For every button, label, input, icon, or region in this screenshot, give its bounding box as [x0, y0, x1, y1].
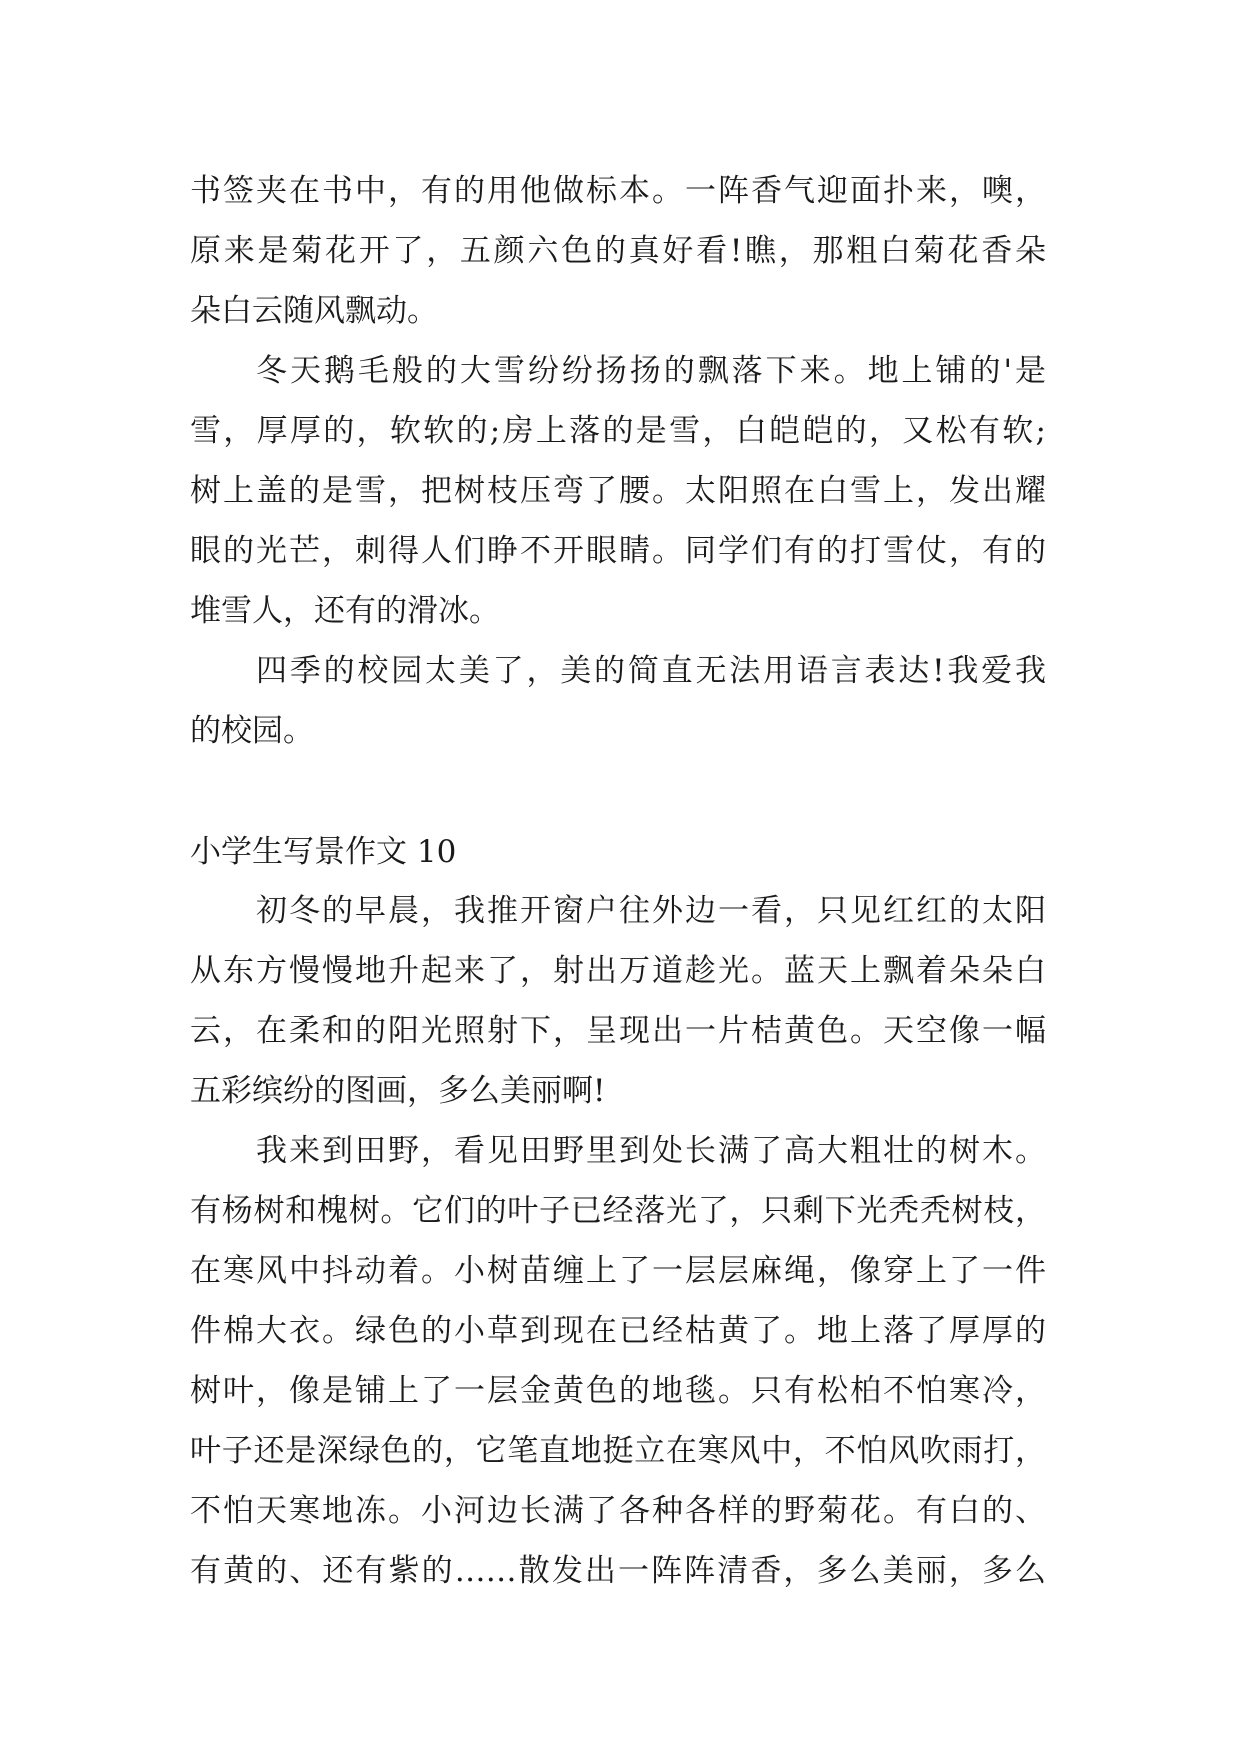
- paragraph-line: 有黄的、还有紫的……散发出一阵阵清香，多么美丽，多么: [190, 1553, 1046, 1589]
- paragraph-line: 冬天鹅毛般的大雪纷纷扬扬的飘落下来。地上铺的'是: [256, 353, 1046, 389]
- paragraph-line: 雪，厚厚的，软软的;房上落的是雪，白皑皑的，又松有软;: [190, 413, 1046, 449]
- paragraph-line: 从东方慢慢地升起来了，射出万道趁光。蓝天上飘着朵朵白: [190, 953, 1046, 989]
- paragraph-line: 眼的光芒，刺得人们睁不开眼睛。同学们有的打雪仗，有的: [190, 533, 1046, 569]
- paragraph-line: 朵白云随风飘动。: [190, 293, 438, 329]
- paragraph-line: 四季的校园太美了，美的简直无法用语言表达!我爱我: [256, 653, 1046, 689]
- paragraph-line: 树上盖的是雪，把树枝压弯了腰。太阳照在白雪上，发出耀: [190, 473, 1046, 509]
- essay-title: 小学生写景作文 10: [190, 834, 457, 870]
- paragraph-line: 有杨树和槐树。它们的叶子已经落光了，只剩下光秃秃树枝，: [190, 1193, 1046, 1229]
- paragraph-line: 书签夹在书中，有的用他做标本。一阵香气迎面扑来，噢，: [190, 173, 1046, 209]
- paragraph-line: 在寒风中抖动着。小树苗缠上了一层层麻绳，像穿上了一件: [190, 1253, 1046, 1289]
- paragraph-line: 的校园。: [190, 713, 314, 749]
- paragraph-line: 件棉大衣。绿色的小草到现在已经枯黄了。地上落了厚厚的: [190, 1313, 1046, 1349]
- paragraph-line: 树叶，像是铺上了一层金黄色的地毯。只有松柏不怕寒冷，: [190, 1373, 1046, 1409]
- paragraph-line: 原来是菊花开了，五颜六色的真好看!瞧，那粗白菊花香朵: [190, 233, 1046, 269]
- paragraph-line: 我来到田野，看见田野里到处长满了高大粗壮的树木。: [256, 1133, 1046, 1169]
- paragraph-line: 不怕天寒地冻。小河边长满了各种各样的野菊花。有白的、: [190, 1493, 1046, 1529]
- paragraph-line: 叶子还是深绿色的，它笔直地挺立在寒风中，不怕风吹雨打，: [190, 1433, 1046, 1469]
- paragraph-line: 堆雪人，还有的滑冰。: [190, 593, 500, 629]
- paragraph-line: 云，在柔和的阳光照射下，呈现出一片桔黄色。天空像一幅: [190, 1013, 1046, 1049]
- paragraph-line: 初冬的早晨，我推开窗户往外边一看，只见红红的太阳: [256, 893, 1046, 929]
- paragraph-line: 五彩缤纷的图画，多么美丽啊!: [190, 1073, 606, 1109]
